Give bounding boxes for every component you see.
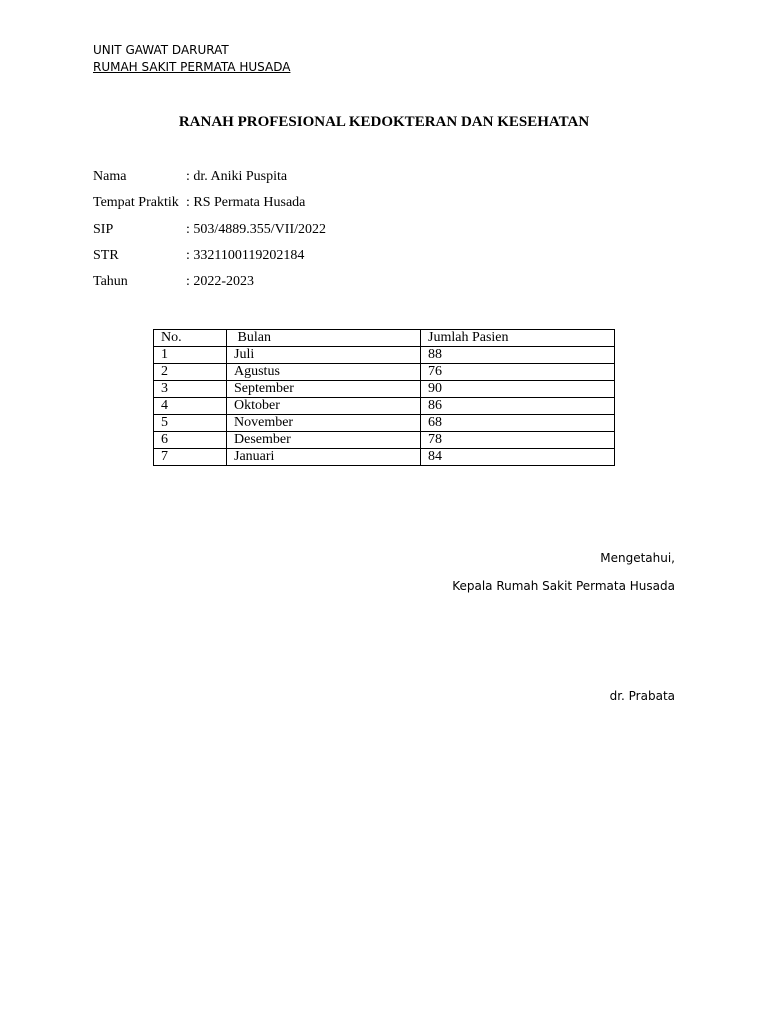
table-header-row [154, 330, 615, 347]
info-value: : 503/4889.355/VII/2022 [186, 221, 326, 237]
signer-role: Kepala Rumah Sakit Permata Husada [452, 579, 675, 593]
table-row [154, 398, 615, 415]
info-row-sip [93, 222, 326, 248]
cell-no: 1 [154, 347, 227, 364]
info-row-tahun [93, 274, 326, 300]
cell-jumlah: 78 [421, 432, 615, 449]
info-value: : dr. Aniki Puspita [186, 169, 288, 184]
table-row [154, 381, 615, 398]
info-row-nama [93, 169, 326, 195]
cell-jumlah: 90 [421, 381, 615, 398]
info-value: : 2022-2023 [186, 274, 255, 290]
table-row [154, 364, 615, 381]
cell-no: 3 [154, 381, 227, 398]
info-value: : RS Permata Husada [186, 195, 306, 211]
table-row [154, 415, 615, 432]
info-label: SIP [93, 221, 114, 237]
cell-jumlah: 76 [421, 364, 615, 381]
header-bulan: Bulan [227, 330, 421, 347]
cell-jumlah: 84 [421, 449, 615, 466]
cell-no: 7 [154, 449, 227, 466]
table-row [154, 347, 615, 364]
table-row [154, 432, 615, 449]
cell-jumlah: 68 [421, 415, 615, 432]
info-label: STR [93, 247, 119, 263]
patient-count-table [153, 329, 615, 466]
cell-bulan: Januari [227, 449, 421, 466]
cell-bulan: Agustus [227, 364, 421, 381]
hospital-name: RUMAH SAKIT PERMATA HUSADA [93, 60, 291, 74]
cell-bulan: Desember [227, 432, 421, 449]
info-row-str [93, 248, 326, 274]
info-row-tempat-praktik [93, 195, 326, 221]
cell-no: 6 [154, 432, 227, 449]
cell-jumlah: 88 [421, 347, 615, 364]
document-title: RANAH PROFESIONAL KEDOKTERAN DAN KESEHATAN [178, 114, 590, 130]
info-block [93, 169, 326, 300]
header-jumlah-pasien: Jumlah Pasien [421, 330, 615, 347]
info-value: : 3321100119202184 [186, 247, 305, 263]
header-no: No. [154, 330, 227, 347]
cell-no: 4 [154, 398, 227, 415]
acknowledgement-text: Mengetahui, [600, 551, 675, 565]
cell-bulan: November [227, 415, 421, 432]
unit-name: UNIT GAWAT DARURAT [93, 43, 229, 57]
table-row [154, 449, 615, 466]
info-label: Nama [93, 169, 127, 184]
signer-name: dr. Prabata [609, 689, 675, 703]
info-label: Tahun [93, 274, 128, 290]
cell-bulan: September [227, 381, 421, 398]
cell-no: 5 [154, 415, 227, 432]
cell-bulan: Juli [227, 347, 421, 364]
cell-jumlah: 86 [421, 398, 615, 415]
cell-bulan: Oktober [227, 398, 421, 415]
info-label: Tempat Praktik [93, 195, 179, 211]
cell-no: 2 [154, 364, 227, 381]
